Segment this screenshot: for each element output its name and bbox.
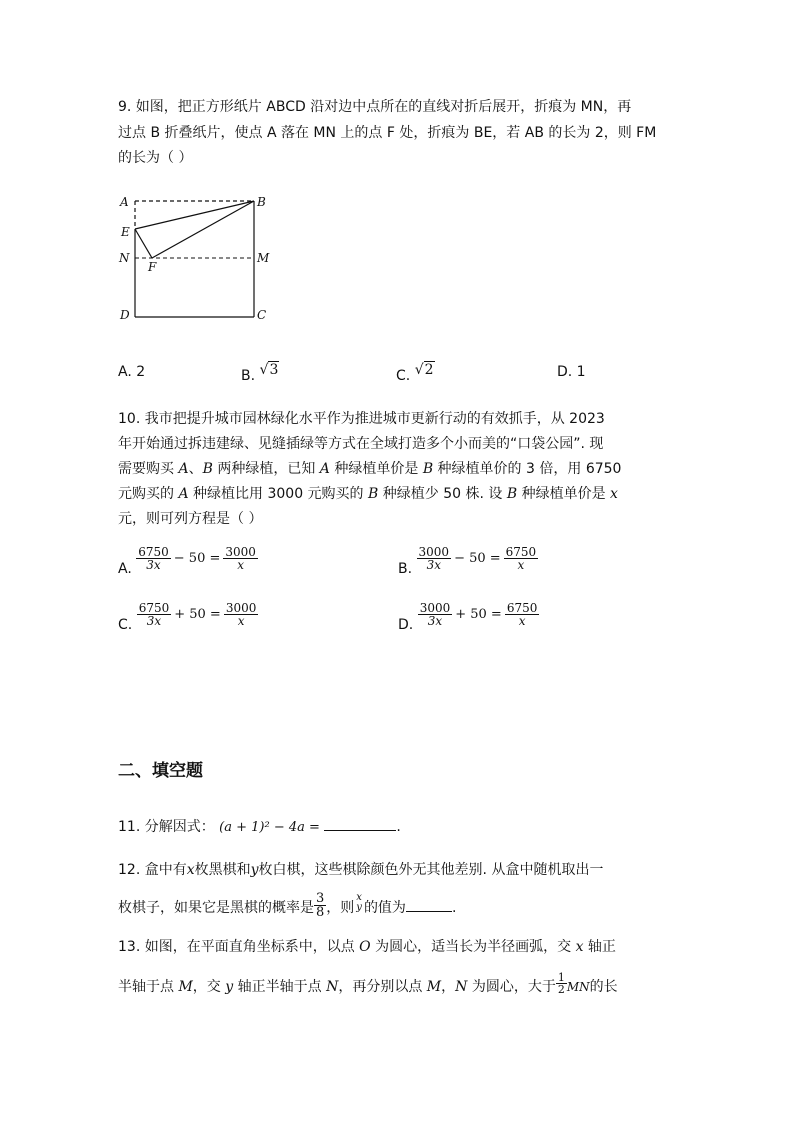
q12-line2: 枚棋子，如果它是黑棋的概率是 $\frac{3}{8}$ ，则 x y 的值为 .	[118, 891, 457, 920]
q10-option-b-label: B.	[398, 560, 413, 577]
q9-option-a[interactable]	[118, 364, 145, 380]
q10-option-b[interactable]	[398, 545, 538, 577]
q10-line4: 元购买的 A 种绿植比用 3000 元购买的 B 种绿植少 50 株. 设 B 种绿植单价是 x	[118, 486, 618, 502]
q12-ratio-fraction: x y	[356, 892, 362, 913]
q12-answer-blank[interactable]	[406, 897, 452, 912]
q10-option-d[interactable]	[398, 601, 539, 633]
label-A: A	[120, 195, 129, 209]
q11-answer-blank[interactable]	[324, 816, 396, 831]
q13-half-fraction: $\frac{1}{2}$	[557, 971, 565, 996]
q9-line3: 的长为（ ）	[118, 150, 193, 166]
crease-be	[135, 201, 254, 229]
q9-option-c[interactable]	[396, 362, 435, 384]
q10-option-a-label: A.	[118, 560, 132, 577]
q11-line: 11. 分解因式： (a + 1)² − 4a = .	[118, 815, 678, 841]
q10-line1: 10. 我市把提升城市园林绿化水平作为推进城市更新行动的有效抓手，从 2023	[118, 411, 605, 427]
q13-line1: 13. 如图，在平面直角坐标系中，以点 O 为圆心，适当长为半径画弧，交 x 轴正	[118, 939, 616, 955]
q11-expression: (a + 1)² − 4a =	[219, 820, 320, 835]
label-N: N	[119, 251, 130, 265]
q9-option-b-radicand: 3	[269, 362, 279, 378]
q10-option-b-equation: $\frac{3000}{3x}$ − 50 = $\frac{6750}{x}$	[418, 545, 537, 572]
q13-line2: 半轴于点 M，交 y 轴正半轴于点 N，再分别以点 M，N 为圆心，大于 $\frac{1}{2}$ MN的长	[118, 971, 618, 996]
q10-option-c-label: C.	[118, 616, 133, 633]
q9-option-c-label: C.	[396, 368, 411, 384]
q10-line3: 需要购买 A、B 两种绿植，已知 A 种绿植单价是 B 种绿植单价的 3 倍，用 6750	[118, 461, 622, 477]
q9-line1: 9. 如图，把正方形纸片 ABCD 沿对边中点所在的直线对折后展开，折痕为 MN，再	[118, 99, 632, 115]
q10-option-a-equation: $\frac{6750}{3x}$ − 50 = $\frac{3000}{x}$	[138, 545, 256, 572]
label-C: C	[257, 308, 267, 322]
q9-option-b-sqrt: √3	[259, 362, 279, 378]
q12-probability-fraction: $\frac{3}{8}$	[316, 891, 325, 920]
q10-option-c-equation: $\frac{6750}{3x}$ + 50 = $\frac{3000}{x}$	[138, 601, 257, 628]
q10-option-d-equation: $\frac{3000}{3x}$ + 50 = $\frac{6750}{x}$	[419, 601, 538, 628]
q9-line2: 过点 B 折叠纸片，使点 A 落在 MN 上的点 F 处，折痕为 BE，若 AB 的长为 2，则 FM	[118, 125, 657, 141]
q10-option-a[interactable]	[118, 545, 258, 577]
segment-fb	[152, 201, 254, 258]
label-F: F	[148, 260, 157, 274]
q9-option-b[interactable]	[241, 362, 279, 384]
q10-line2: 年开始通过拆违建绿、见缝插绿等方式在全域打造多个小而美的“口袋公园”. 现	[118, 436, 604, 452]
q10-option-c[interactable]	[118, 601, 258, 633]
label-B: B	[257, 195, 266, 209]
q12-line1: 12. 盒中有x枚黑棋和y枚白棋，这些棋除颜色外无其他差别. 从盒中随机取出一	[118, 862, 604, 878]
q9-option-c-sqrt: √2	[414, 362, 434, 378]
q9-option-d-text: D. 1	[557, 364, 586, 380]
q9-figure	[112, 188, 272, 328]
q9-option-a-text: A. 2	[118, 364, 146, 380]
q9-option-b-label: B.	[241, 368, 256, 384]
label-D: D	[120, 308, 130, 322]
section-heading-fill-in: 二、填空题	[118, 761, 203, 781]
label-E: E	[121, 225, 130, 239]
segment-ef	[135, 229, 152, 258]
q9-option-d[interactable]	[557, 364, 586, 380]
q10-line5: 元，则可列方程是（ ）	[118, 511, 263, 527]
q9-option-c-radicand: 2	[424, 362, 434, 378]
label-M: M	[257, 251, 270, 265]
q10-option-d-label: D.	[398, 616, 414, 633]
